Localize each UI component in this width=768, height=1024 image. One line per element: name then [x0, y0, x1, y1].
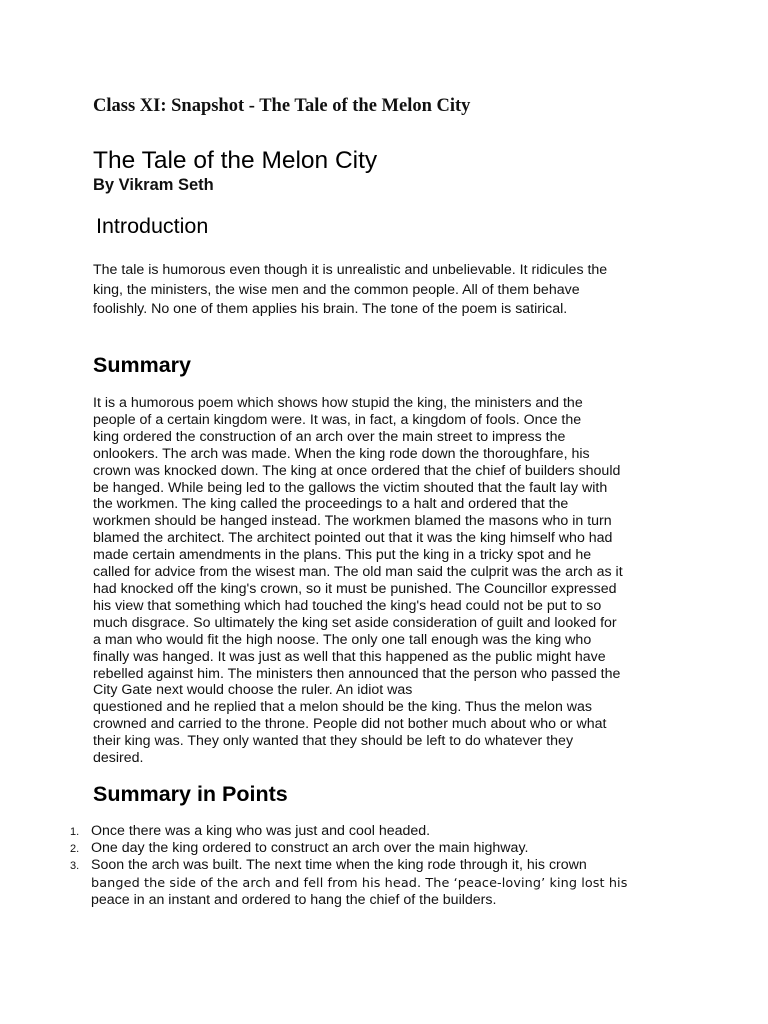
paragraph-line: desired.	[93, 750, 144, 767]
paragraph-line: workmen should be hanged instead. The workmen blamed the masons who in turn	[93, 513, 612, 530]
paragraph-line: king, the ministers, the wise men and the common people. All of them behave	[93, 281, 580, 298]
paragraph-line: The tale is humorous even though it is unrealistic and unbelievable. It ridicules the	[93, 262, 608, 278]
paragraph-line: questioned and he replied that a melon should be the king. Thus the melon was	[93, 699, 593, 716]
paragraph-line: a man who would fit the high noose. The only one tall enough was the king who	[93, 631, 592, 648]
list-item-text: banged the side of the arch and fell from his head. The ‘peace-loving’ king lost his	[91, 875, 628, 891]
paragraph-line: onlookers. The arch was made. When the king rode down the thoroughfare, his	[93, 445, 590, 462]
author-byline: By Vikram Seth	[93, 176, 214, 194]
paragraph-line: had knocked off the king's crown, so it must be punished. The Councillor expressed	[93, 580, 617, 597]
paragraph-line: king ordered the construction of an arch over the main street to impress the	[93, 428, 566, 445]
paragraph-line: crown was knocked down. The king at once ordered that the chief of builders should	[93, 462, 621, 479]
list-item-text: Once there was a king who was just and cool headed.	[91, 823, 431, 839]
summary-points-list	[70, 823, 680, 909]
paragraph-line: City Gate next would choose the ruler. An idiot was	[93, 682, 413, 699]
paragraph-line: foolishly. No one of them applies his brain. The tone of the poem is satirical.	[93, 301, 568, 317]
list-item	[70, 840, 680, 857]
list-number: 3.	[70, 860, 80, 873]
summary-heading: Summary	[93, 353, 191, 377]
class-heading: Class XI: Snapshot - The Tale of the Melon City	[93, 96, 471, 116]
paragraph-line: made certain amendments in the plans. This put the king in a tricky spot and he	[93, 547, 592, 564]
paragraph-line: finally was hanged. It was just as well that this happened as the public might have	[93, 648, 606, 665]
paragraph-line: people of a certain kingdom were. It was, in fact, a kingdom of fools. Once the	[93, 411, 582, 428]
summary-points-heading: Summary in Points	[93, 782, 288, 806]
introduction-paragraph	[93, 261, 683, 320]
paragraph-line: rebelled against him. The ministers then announced that the person who passed the	[93, 665, 621, 682]
paragraph-line: much disgrace. So ultimately the king set aside consideration of guilt and looked for	[93, 614, 617, 631]
paragraph-line: be hanged. While being led to the gallows the victim shouted that the fault lay with	[93, 479, 608, 496]
paragraph-line: crowned and carried to the throne. People did not bother much about who or what	[93, 716, 607, 733]
summary-paragraph	[93, 395, 683, 767]
document-title: The Tale of the Melon City	[93, 147, 378, 174]
paragraph-line: their king was. They only wanted that they should be left to do whatever they	[93, 733, 574, 750]
list-number: 1.	[70, 826, 80, 838]
list-item	[70, 857, 680, 909]
list-item-text: Soon the arch was built. The next time when the king rode through it, his crown	[91, 857, 587, 874]
paragraph-line: It is a humorous poem which shows how stupid the king, the ministers and the	[93, 395, 583, 411]
list-item	[70, 823, 680, 840]
list-item-text: peace in an instant and ordered to hang the chief of the builders.	[91, 891, 497, 908]
paragraph-line: the workmen. The king called the proceedings to a halt and ordered that the	[93, 496, 569, 513]
paragraph-line: blamed the architect. The architect pointed out that it was the king himself who had	[93, 530, 613, 547]
introduction-heading: Introduction	[96, 214, 209, 238]
paragraph-line: called for advice from the wisest man. The old man said the culprit was the arch as it	[93, 564, 623, 581]
list-number: 2.	[70, 843, 80, 856]
paragraph-line: his view that something which had touched the king's head could not be put to so	[93, 597, 602, 614]
list-item-text: One day the king ordered to construct an arch over the main highway.	[91, 840, 529, 857]
